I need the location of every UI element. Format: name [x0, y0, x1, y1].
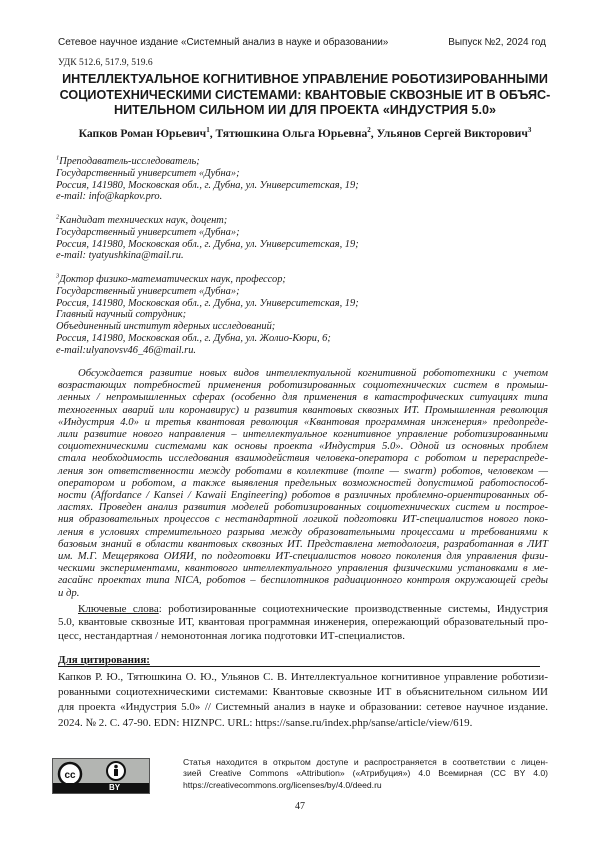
abstract-line: Обсуждается развитие новых видов интеллектуальной когнитивной робототехники с учетом	[58, 367, 548, 379]
author-separator: ,	[371, 127, 377, 140]
affiliation-line	[56, 227, 359, 239]
cc-by-license-logo[interactable]	[52, 758, 150, 794]
keywords-text: : роботизированные социотехнические производственные системы, Индустрия	[159, 603, 548, 615]
affiliation-block	[56, 156, 359, 203]
affiliation-line	[56, 156, 359, 168]
author-name: Тятюшкина Ольга Юрьевна	[216, 127, 368, 140]
affiliation-line	[56, 333, 359, 345]
author-separator: ,	[210, 127, 216, 140]
udk-code: УДК 512.6, 517.9, 519.6	[58, 57, 153, 69]
affiliation-text: Россия, 141980, Московская обл., г. Дубна, ул. Университетская, 19;	[56, 180, 359, 191]
affiliation-line	[56, 239, 359, 251]
affiliation-text: Россия, 141980, Московская обл., г. Дубна, ул. Университетская, 19;	[56, 239, 359, 250]
license-text	[183, 757, 548, 791]
affiliation-line	[56, 180, 359, 192]
affiliation-line	[56, 274, 359, 286]
title-line: СОЦИОТЕХНИЧЕСКИМИ СИСТЕМАМИ: КВАНТОВЫЕ СКВОЗНЫЕ ИТ В ОБЪЯС-	[40, 88, 570, 104]
title-line: ИНТЕЛЛЕКТУАЛЬНОЕ КОГНИТИВНОЕ УПРАВЛЕНИЕ РОБОТИЗИРОВАННЫМИ	[40, 72, 570, 88]
by-label: BY	[109, 783, 120, 793]
cc-icon	[53, 759, 149, 783]
affiliation-mark: 3	[56, 273, 59, 280]
keywords	[58, 603, 548, 643]
abstract-line: лили развитие нового направления – интеллектуальное когнитивное управление роботизированными	[58, 428, 548, 440]
affiliation-line	[56, 321, 359, 333]
journal-name: Сетевое научное издание «Системный анализ в науке и образовании»	[58, 36, 388, 49]
article-title	[40, 72, 570, 119]
affiliation-mark: 2	[56, 214, 59, 221]
affiliation-text: Объединенный институт ядерных исследований;	[56, 321, 275, 332]
abstract-line: стала необходимость исследования взаимодействия человека-оператора с роботом и перераспреде-	[58, 452, 548, 464]
affiliation-block	[56, 215, 359, 262]
abstract-line: базовым знаний в области квантовых сквозных ИТ. Представлена методология, разработанная в ЛИТ	[58, 538, 548, 550]
page-number: 47	[0, 801, 600, 813]
affiliation-text: e-mail: info@kapkov.pro.	[56, 191, 162, 202]
citation-line: рованными социотехническими системами: Квантовые сквозные ИТ в объяснительном сильном ИИ	[58, 685, 548, 700]
svg-text:cc: cc	[64, 770, 76, 781]
citation-line: 2024. № 2. С. 47-90. EDN: HIZNPC. URL: https://sanse.ru/index.php/sanse/article/view/619.	[58, 716, 548, 731]
keywords-line	[58, 616, 548, 629]
abstract	[58, 367, 548, 599]
affiliation-line	[56, 298, 359, 310]
keywords-label: Ключевые слова	[78, 603, 159, 615]
license-line: https://creativecommons.org/licenses/by/4.0/deed.ru	[183, 780, 548, 791]
abstract-line: социотехническими системами как основы проекта «Индустрия 5.0». Одной из основных проблем	[58, 440, 548, 452]
author-affiliation-mark: 3	[528, 126, 532, 134]
affiliation-text: e-mail: tyatyushkina@mail.ru.	[56, 250, 184, 261]
license-line: зией Creative Commons «Attribution» («Атрибуция») 4.0 Всемирная (CC BY 4.0)	[183, 768, 548, 779]
abstract-line: и др.	[58, 587, 548, 599]
keywords-line	[58, 603, 548, 616]
affiliation-mark: 1	[56, 155, 59, 162]
affiliation-line	[56, 345, 359, 357]
affiliation-text: Главный научный сотрудник;	[56, 309, 186, 320]
affiliation-block	[56, 274, 359, 357]
affiliation-text: Россия, 141980, Московская обл., г. Дубна, ул. Университетская, 19;	[56, 298, 359, 309]
keywords-text: цесс, нестандартная / немонотонная логика подготовки ИТ-специалистов.	[58, 630, 405, 642]
abstract-line: ления зон ответственности между роботами в коллективе (толпе — swarm) роботов, человеком —	[58, 465, 548, 477]
abstract-line: «Индустрия 4.0» и третья квантовая революция «Квантовая программная инженерия» предопреде-	[58, 416, 548, 428]
abstract-line: ческими экспериментами, квантового интеллектуального управления физическими установками в ме-	[58, 562, 548, 574]
citation	[58, 670, 548, 731]
affiliation-text: Преподаватель-исследователь;	[59, 156, 199, 167]
abstract-line: ластях. Проведен анализ развития моделей роботизированных социотехнических систем и построе-	[58, 501, 548, 513]
affiliation-line	[56, 215, 359, 227]
abstract-line: оператором и роботом, а также выявления предельных возможностей допустимой работоспособ-	[58, 477, 548, 489]
affiliation-text: Государственный университет «Дубна»;	[56, 168, 240, 179]
affiliation-text: Доктор физико-математических наук, профессор;	[59, 274, 286, 285]
license-line: Статья находится в открытом доступе и распространяется в соответствии с лицен-	[183, 757, 548, 768]
abstract-line: им. М.Г. Мещерякова ОИЯИ, по подготовки ИТ-специалистов нового поколения для управления физи-	[58, 550, 548, 562]
author-name: Капков Роман Юрьевич	[79, 127, 207, 140]
abstract-line: техногенных аварий или коронавирус) и развития квантовых сквозных ИТ. Промышленная революция	[58, 404, 548, 416]
affiliation-text: Кандидат технических наук, доцент;	[59, 215, 227, 226]
authors-line	[40, 127, 570, 141]
keywords-line	[58, 630, 548, 643]
affiliation-text: Россия, 141980, Московская обл., г. Дубна, ул. Жолио-Кюри, 6;	[56, 333, 331, 344]
abstract-line: ния образовательных процессов с нестандартной логикой подготовки ИТ-специалистов нового поко-	[58, 513, 548, 525]
author-affiliation-mark: 1	[206, 126, 210, 134]
affiliation-line	[56, 168, 359, 180]
keywords-text: 5.0, квантовые сквозные ИТ, квантовая программная инженерия, опережающий образовательный про-	[58, 616, 548, 628]
citation-heading: Для цитирования:	[58, 654, 540, 667]
citation-line: Капков Р. Ю., Тятюшкина О. Ю., Ульянов С. В. Интеллектуальное когнитивное управление роботизи-	[58, 670, 548, 685]
by-bar	[53, 783, 149, 793]
affiliation-line	[56, 309, 359, 321]
affiliation-line	[56, 191, 359, 203]
affiliation-text: e-mail:ulyanovsv46_46@mail.ru.	[56, 345, 196, 356]
abstract-line: ления в условиях стремительного разрыва между образовательными процессами и требованиями к	[58, 526, 548, 538]
author-affiliation-mark: 2	[367, 126, 371, 134]
abstract-line: ности (Affordance / Kansei / Kawaii Engineering) роботов в различных проблемно-ориентированных об-	[58, 489, 548, 501]
affiliation-line	[56, 286, 359, 298]
affiliation-text: Государственный университет «Дубна»;	[56, 227, 240, 238]
affiliation-line	[56, 250, 359, 262]
issue-info: Выпуск №2, 2024 год	[448, 36, 546, 49]
abstract-line: гасайнс проектах типа NICA, роботов – беспилотников радиационного контроля окружающей среды	[58, 574, 548, 586]
author-name: Ульянов Сергей Викторович	[377, 127, 528, 140]
affiliation-text: Государственный университет «Дубна»;	[56, 286, 240, 297]
citation-line: для проекта «Индустрия 5.0» // Системный анализ в науке и образовании: сетевое научное издание.	[58, 700, 548, 715]
abstract-line: возрастающих потребностей применения роботизированных социотехнических систем в промыш-	[58, 379, 548, 391]
title-line: НИТЕЛЬНОМ СИЛЬНОМ ИИ ДЛЯ ПРОЕКТА «ИНДУСТРИЯ 5.0»	[40, 103, 570, 119]
running-header	[58, 36, 546, 49]
abstract-line: ленных / непромышленных сферах (особенно для применения в катастрофических ситуациях типа	[58, 391, 548, 403]
